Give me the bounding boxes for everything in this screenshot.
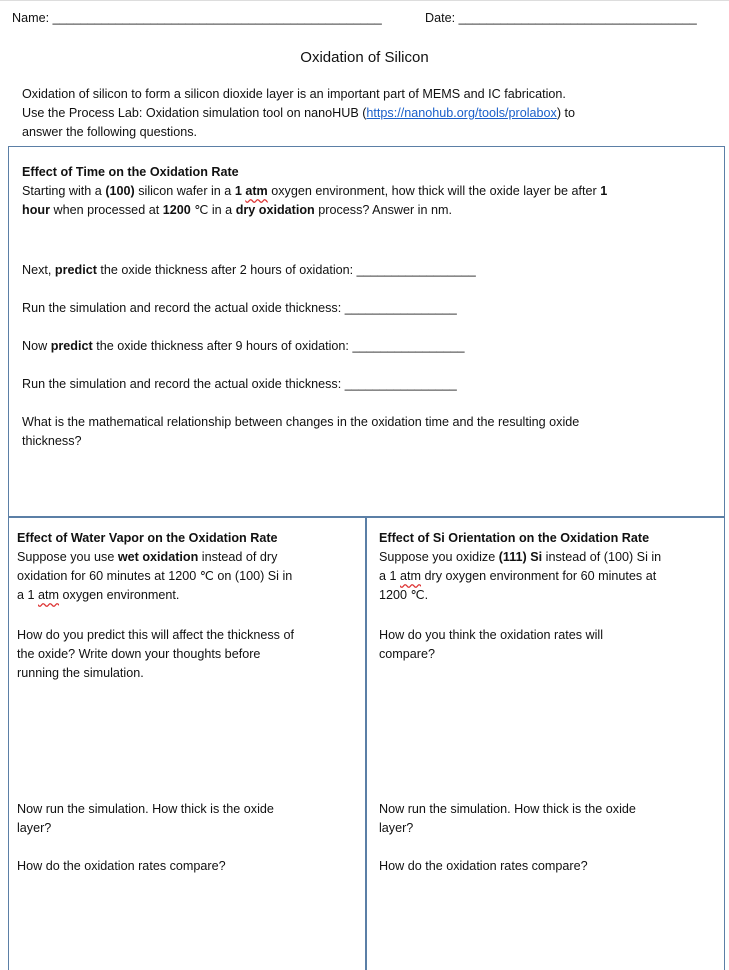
nanohub-link[interactable]: https://nanohub.org/tools/prolabox [366, 106, 557, 120]
intro-text: Use the Process Lab: Oxidation simulation tool on nanoHUB ( [22, 106, 367, 120]
intro-line: Oxidation of silicon to form a silicon dioxide layer is an important part of MEMS and IC fabrication. [22, 87, 566, 101]
orientation-question-3: How do the oxidation rates compare? [379, 859, 588, 873]
time-question-3: Run the simulation and record the actual oxide thickness: ________________ [22, 301, 457, 315]
time-question-6: What is the mathematical relationship between changes in the oxidation time and the resulting oxide thickness? [22, 415, 580, 448]
answer-line[interactable]: ________________ [352, 339, 465, 353]
page-title: Oxidation of Silicon [300, 49, 429, 66]
answer-line[interactable]: ________________ [344, 301, 457, 315]
orientation-question-2: Now run the simulation. How thick is the oxide layer? [379, 802, 636, 835]
answer-line[interactable]: _________________ [356, 263, 476, 277]
date-label: Date: [425, 11, 456, 25]
name-line[interactable]: _______________________________________________ [52, 11, 382, 25]
time-question-1: Starting with a (100) silicon wafer in a 1 atm oxygen environment, how thick will the oxide layer be after 1 hour when processed at 1200 ℃ in a dry oxidation process? Answer in nm. [22, 184, 608, 217]
orientation-intro: Suppose you oxidize (111) Si instead of (100) Si in a 1 atm dry oxygen environment for 60 minutes at 1200 ℃. [379, 550, 662, 602]
intro-line: answer the following questions. [22, 125, 198, 139]
section-heading: Effect of Time on the Oxidation Rate [22, 165, 239, 179]
time-section [22, 163, 717, 220]
orientation-section [379, 529, 719, 605]
section-heading: Effect of Si Orientation on the Oxidation Rate [379, 531, 650, 545]
intro-paragraph [22, 85, 575, 142]
water-question-1: How do you predict this will affect the thickness of the oxide? Write down your thoughts before running the simulation. [17, 628, 294, 680]
time-question-2: Next, predict the oxide thickness after 2 hours of oxidation: _________________ [22, 263, 476, 277]
date-line[interactable]: __________________________________ [458, 11, 697, 25]
date-field[interactable] [425, 9, 697, 28]
section-heading: Effect of Water Vapor on the Oxidation Rate [17, 531, 278, 545]
intro-text: ) to [556, 106, 576, 120]
answer-line[interactable]: ________________ [344, 377, 457, 391]
water-question-3: How do the oxidation rates compare? [17, 859, 226, 873]
orientation-question-1: How do you think the oxidation rates will compare? [379, 628, 604, 661]
water-section [17, 529, 362, 605]
name-field[interactable] [12, 9, 382, 28]
time-question-5: Run the simulation and record the actual oxide thickness: ________________ [22, 377, 457, 391]
water-question-2: Now run the simulation. How thick is the oxide layer? [17, 802, 274, 835]
water-intro: Suppose you use wet oxidation instead of dry oxidation for 60 minutes at 1200 ℃ on (100) Si in a 1 atm oxygen environment. [17, 550, 293, 602]
time-question-4: Now predict the oxide thickness after 9 hours of oxidation: ________________ [22, 339, 465, 353]
name-label: Name: [12, 11, 50, 25]
